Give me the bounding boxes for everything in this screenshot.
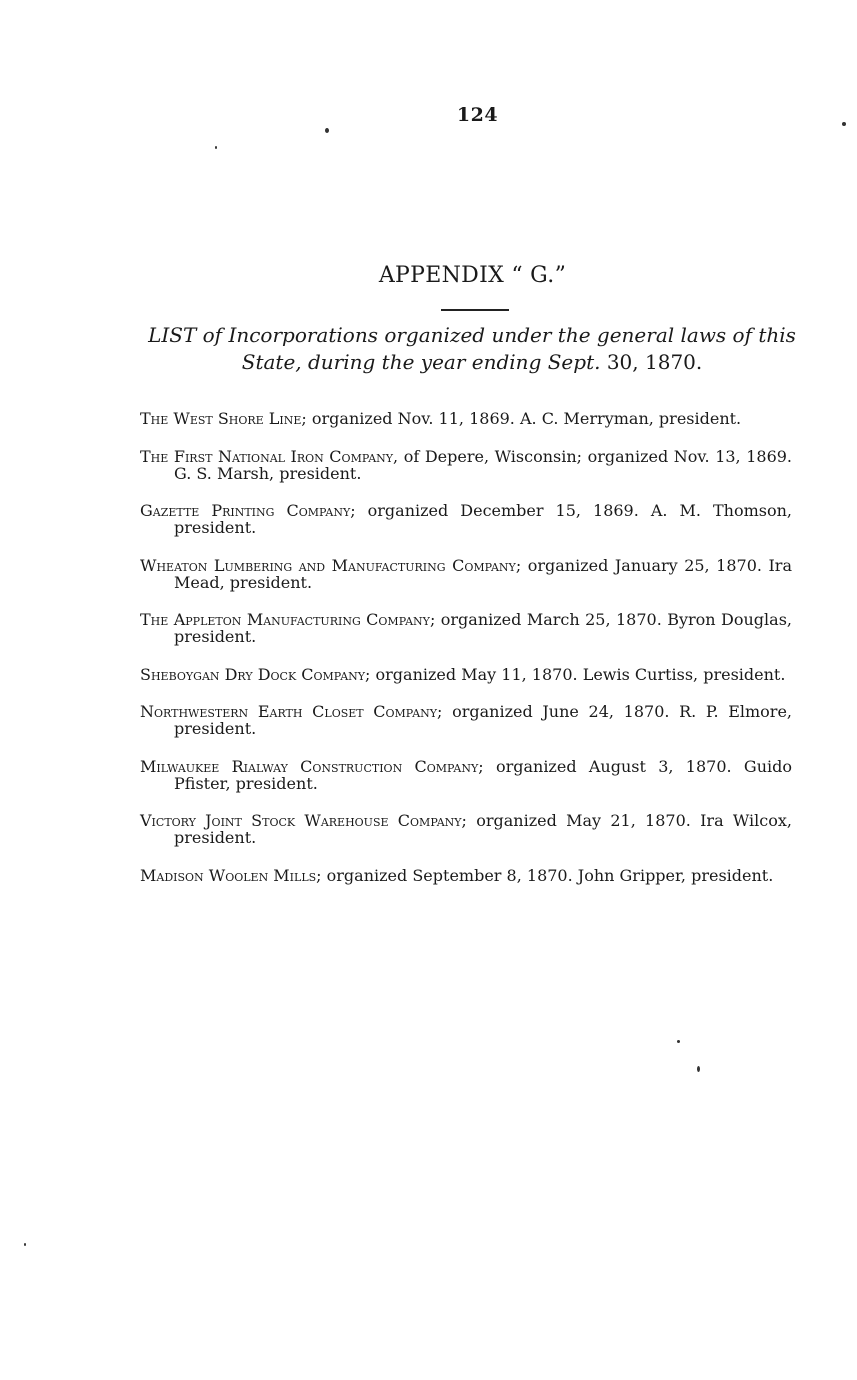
company-name: The Appleton Manufacturing Company xyxy=(140,610,430,629)
entry-details: ; organized May 21, 1870. Ira Wilcox, president. xyxy=(174,811,792,847)
title-rule xyxy=(441,309,509,311)
list-item xyxy=(140,611,792,645)
list-item xyxy=(140,448,792,482)
scan-speck xyxy=(325,128,329,133)
company-name: Wheaton Lumbering and Manufacturing Company xyxy=(140,555,516,575)
scan-speck xyxy=(24,1243,26,1246)
list-heading-line-2 xyxy=(140,349,804,376)
list-item xyxy=(140,666,792,683)
scan-speck xyxy=(697,1066,700,1072)
list-item xyxy=(140,703,792,737)
scan-speck xyxy=(842,122,846,126)
company-name: Madison Woolen Mills xyxy=(140,865,317,885)
list-item xyxy=(140,758,792,792)
entry-details: ; organized August 3, 1870. Guido Pfister, president. xyxy=(174,756,792,793)
company-name: Sheboygan Dry Dock Company xyxy=(140,664,366,684)
entry-details: ; organized September 8, 1870. John Gripper, president. xyxy=(316,865,774,885)
entry-details: ; organized December 15, 1869. A. M. Thomson, president. xyxy=(174,501,793,537)
entry-details: ; organized March 25, 1870. Byron Douglas, president. xyxy=(174,610,792,646)
page-number: 124 xyxy=(456,104,499,126)
company-name: Victory Joint Stock Warehouse Company xyxy=(140,811,462,830)
scan-speck xyxy=(215,146,217,149)
entry-details: ; organized Nov. 11, 1869. A. C. Merryman, president. xyxy=(301,409,742,428)
entry-details: ; organized June 24, 1870. R. P. Elmore, president. xyxy=(174,702,793,738)
company-name: Milwaukee Rialway Construction Company xyxy=(140,756,479,776)
list-item xyxy=(140,557,792,591)
list-heading xyxy=(140,322,804,376)
appendix-title: APPENDIX “ G.” xyxy=(378,263,567,288)
entry-details: ; organized May 11, 1870. Lewis Curtiss, president. xyxy=(365,664,786,684)
company-name: Northwestern Earth Closet Company xyxy=(140,702,438,721)
list-item xyxy=(140,812,792,846)
entry-details: of Depere, Wisconsin; organized Nov. 13, 1869. G. S. Marsh, president. xyxy=(174,446,793,483)
scan-speck xyxy=(677,1040,680,1043)
incorporation-list xyxy=(140,410,792,904)
company-name: Gazette Printing Company xyxy=(140,501,351,520)
company-name: The First National Iron Company, xyxy=(140,446,399,466)
list-heading-line-2-plain: 30, 1870. xyxy=(600,350,703,374)
list-heading-line-1: LIST of Incorporations organized under the general laws of this xyxy=(148,323,796,347)
entry-details: ; organized January 25, 1870. Ira Mead, president. xyxy=(174,555,792,592)
list-heading-line-2-italic: State, during the year ending Sept. xyxy=(241,350,601,374)
list-item xyxy=(140,410,792,427)
list-item xyxy=(140,867,792,884)
list-item xyxy=(140,502,792,536)
company-name: The West Shore Line xyxy=(140,409,302,428)
